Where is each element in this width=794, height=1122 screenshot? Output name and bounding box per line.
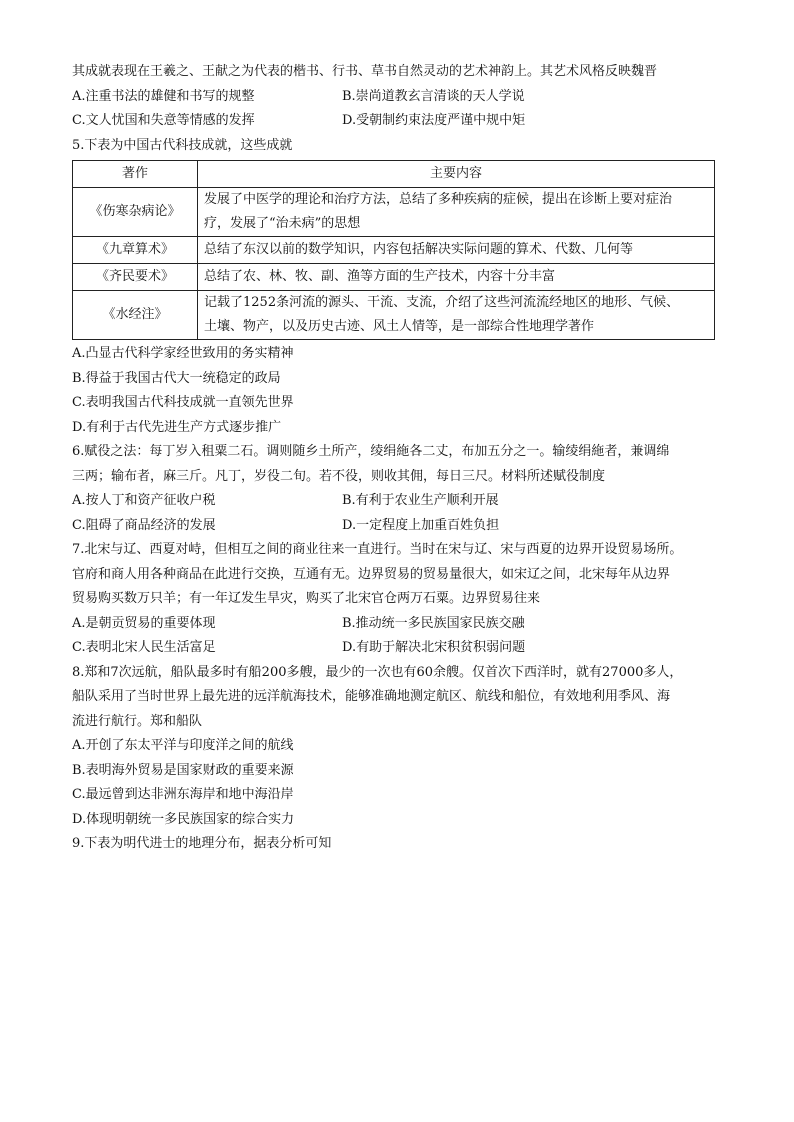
question-7-stem-line: 7.北宋与辽、西夏对峙，但相互之间的商业往来一直进行。当时在宋与辽、宋与西夏的边界开设贸易场所。: [72, 542, 683, 557]
option-b: B.有利于农业生产顺利开展: [342, 493, 499, 508]
question-7-stem-line: 贸易购买数万只羊；有一年辽发生旱灾，购买了北宋官仓两万石粟。边界贸易往来: [72, 591, 541, 606]
question-7-options-row-1: [72, 612, 722, 637]
question-4-options-row-2: [72, 109, 722, 134]
content-line: 记载了1252条河流的源头、干流、支流，介绍了这些河流流经地区的地形、气候、: [204, 295, 680, 310]
table-row: [73, 264, 715, 291]
table-row: [73, 188, 715, 237]
content-line: 总结了东汉以前的数学知识，内容包括解决实际问题的算术、代数、几何等: [204, 242, 634, 257]
table-cell-work: 《伤寒杂病论》: [73, 188, 198, 237]
content-line: 总结了农、林、牧、副、渔等方面的生产技术，内容十分丰富: [204, 269, 556, 284]
question-4-options-row-1: [72, 85, 722, 110]
table-header-row: [73, 161, 715, 188]
option-d: D.受朝制约束法度严谨中规中矩: [342, 113, 526, 128]
option-c: C.表明我国古代科技成就一直领先世界: [72, 395, 294, 410]
option-a: A.是朝贡贸易的重要体现: [72, 615, 216, 631]
question-6-stem-line: 三两；输布者，麻三斤。凡丁，岁役二旬。若不役，则收其佣，每日三尺。材料所述赋役制度: [72, 468, 606, 484]
option-b: B.得益于我国古代大一统稳定的政局: [72, 370, 281, 386]
option-a: A.凸显古代科学家经世致用的务实精神: [72, 346, 294, 361]
question-7-options-row-2: [72, 636, 722, 661]
option-c: C.最远曾到达非洲东海岸和地中海沿岸: [72, 787, 294, 802]
question-6-options-row-1: [72, 489, 722, 514]
table-row: [73, 237, 715, 264]
table-cell-content: [198, 188, 715, 237]
question-8-stem-line: 船队采用了当时世界上最先进的远洋航海技术，能够准确地测定航区、航线和船位，有效地利用季风、海: [72, 689, 671, 704]
science-achievements-table: [72, 160, 715, 340]
option-a: A.开创了东太平洋与印度洋之间的航线: [72, 738, 294, 753]
question-4-stem-tail: 其成就表现在王羲之、王献之为代表的楷书、行书、草书自然灵动的艺术神韵上。其艺术风格反映魏晋: [72, 64, 658, 79]
option-d: D.有助于解决北宋积贫积弱问题: [342, 640, 526, 655]
question-5-stem: 5.下表为中国古代科技成就，这些成就: [72, 137, 293, 153]
option-a: A.注重书法的雄健和书写的规整: [72, 88, 255, 104]
table-row: [73, 291, 715, 340]
question-7-stem-line: 官府和商人用各种商品在此进行交换，互通有无。边界贸易的贸易量很大，如宋辽之间，北宋每年从边界: [72, 566, 671, 582]
table-cell-work: 《齐民要术》: [73, 264, 198, 291]
option-b: B.推动统一多民族国家民族交融: [342, 615, 525, 631]
option-c: C.阻碍了商品经济的发展: [72, 517, 216, 533]
content-line: 土壤、物产，以及历史古迹、风土人情等，是一部综合性地理学著作: [204, 319, 595, 334]
table-cell-content: [198, 291, 715, 340]
table-cell-work: 《水经注》: [73, 291, 198, 340]
question-8-stem-line: 8.郑和7次远航，船队最多时有船200多艘，最少的一次也有60余艘。仅首次下西洋时，就有27000多人，: [72, 664, 683, 680]
option-b: B.表明海外贸易是国家财政的重要来源: [72, 762, 294, 778]
table-header-work: 著作: [73, 161, 198, 188]
question-6-stem-line: 6.赋役之法：每丁岁入租粟二石。调则随乡土所产，绫绢絁各二丈，布加五分之一。输绫绢絁者，兼调绵: [72, 444, 670, 459]
table-header-content: 主要内容: [198, 161, 715, 188]
table-cell-work: 《九章算术》: [73, 237, 198, 264]
option-c: C.文人忧国和失意等情感的发挥: [72, 113, 255, 128]
question-6-options-row-2: [72, 514, 722, 539]
exam-page: [72, 60, 722, 857]
table-cell-content: [198, 237, 715, 264]
question-8-stem-line: 流进行航行。郑和船队: [72, 713, 203, 729]
option-a: A.按人丁和资产征收户税: [72, 493, 216, 508]
table-cell-content: [198, 264, 715, 291]
option-d: D.有利于古代先进生产方式逐步推广: [72, 419, 282, 435]
content-line: 疗，发展了“治未病”的思想: [204, 216, 361, 231]
option-d: D.体现明朝统一多民族国家的综合实力: [72, 811, 295, 827]
question-9-stem: 9.下表为明代进士的地理分布，据表分析可知: [72, 836, 332, 851]
content-line: 发展了中医学的理论和治疗方法，总结了多种疾病的症候，提出在诊断上要对症治: [204, 192, 673, 207]
option-b: B.崇尚道教玄言清谈的天人学说: [342, 88, 525, 104]
option-d: D.一定程度上加重百姓负担: [342, 517, 500, 533]
option-c: C.表明北宋人民生活富足: [72, 640, 216, 655]
